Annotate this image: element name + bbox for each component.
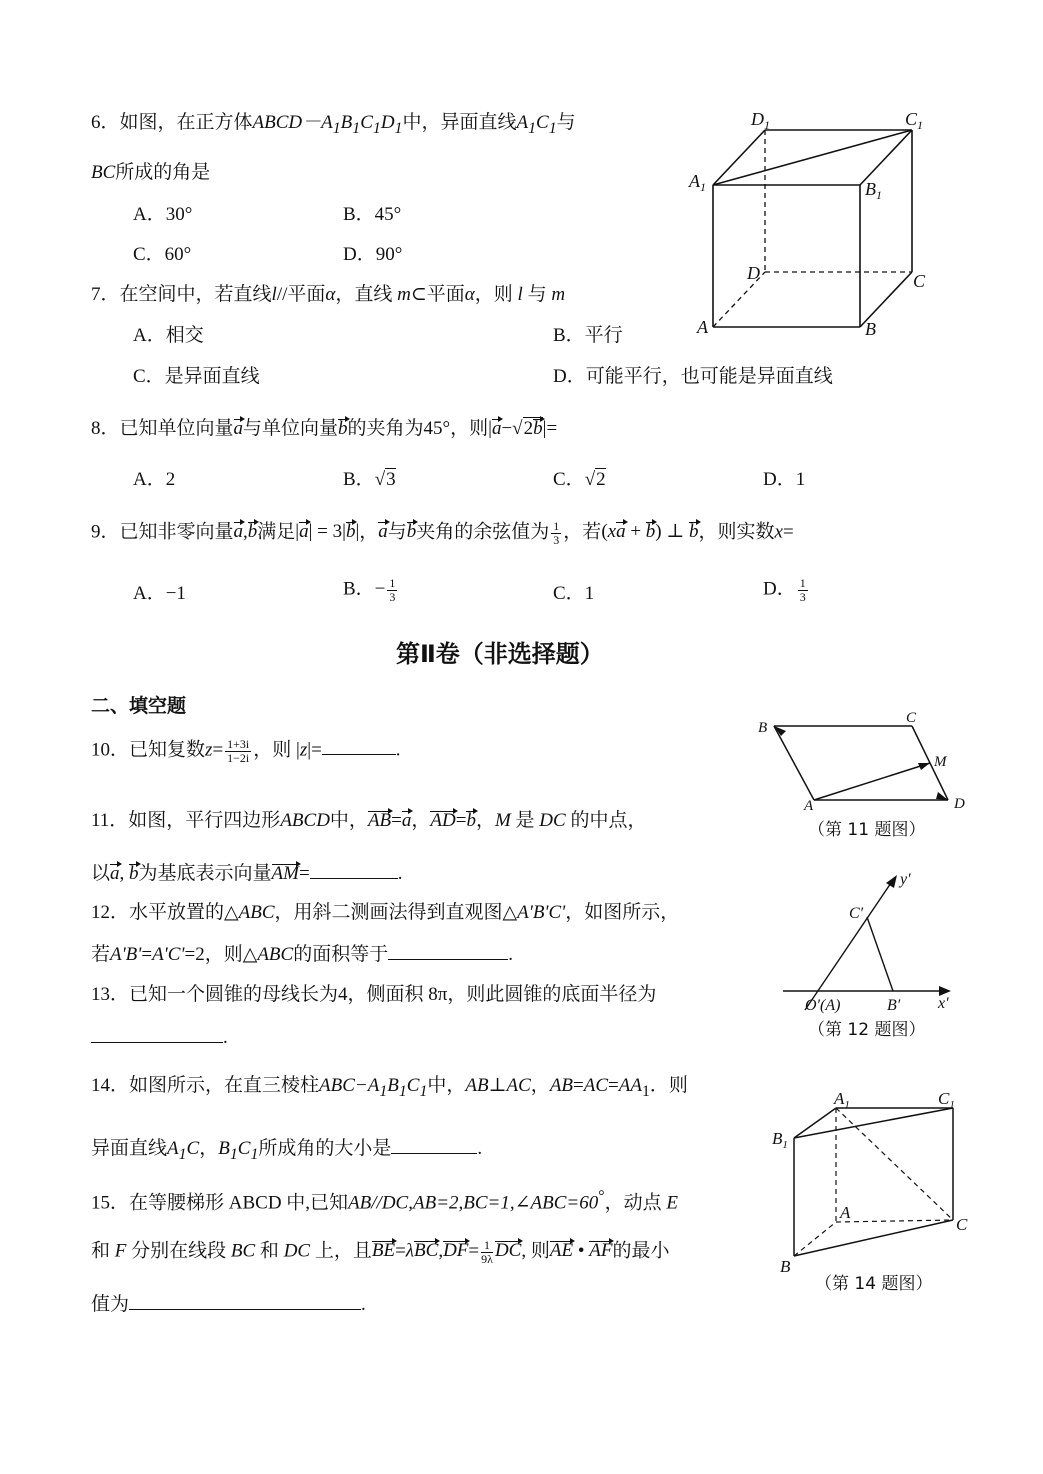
q8-text-d: = — [546, 418, 558, 439]
q11-m: M — [494, 810, 516, 831]
q15-line2-b: 分别在线段 — [131, 1240, 227, 1262]
label-y-axis: y′ — [900, 871, 911, 888]
q7-alpha2: α — [464, 284, 475, 305]
q6-line2 — [91, 162, 210, 185]
vec-b: b — [466, 810, 476, 831]
vec-ab: AB — [367, 810, 392, 831]
q10-numerator: 1+3i — [227, 737, 250, 751]
label-c: C — [913, 271, 926, 291]
q15-dc: DC — [278, 1240, 315, 1262]
q6-option-c[interactable]: C．60° — [133, 244, 192, 265]
label-x-axis: x′ — [938, 995, 949, 1012]
q12-text-b: ，用斜二测画法得到直观图△ — [274, 902, 518, 923]
q15-line2-f: 的最小 — [612, 1240, 670, 1262]
parallelogram-figure — [752, 712, 977, 816]
label-c: C — [956, 1215, 968, 1234]
question-number: 6． — [91, 112, 120, 133]
q7-m2: m — [546, 284, 566, 305]
q6-option-a[interactable]: A．30° — [133, 204, 193, 225]
q8-text-b: 与单位向量 — [243, 418, 339, 439]
label-c1: $C_1$ — [905, 109, 924, 132]
q7-l2: l — [512, 284, 528, 305]
q9-option-d-label: D． — [763, 578, 796, 600]
q12-line2: 若A'B'=A'C'=2，则△ABC的面积等于 . — [91, 944, 513, 965]
q14-caption: （第 14 题图） — [815, 1274, 933, 1294]
q8-text-a: 已知单位向量 — [119, 418, 234, 439]
q9-text-g: ，则实数 — [698, 521, 775, 543]
vec-b: b — [129, 863, 139, 884]
q9-text-f: ，若 — [563, 521, 602, 543]
vec-a: a — [233, 418, 244, 439]
q15-line2-a: 和 — [91, 1240, 111, 1262]
q9-text-c: ， — [359, 521, 379, 543]
q15-text-d: ，动点 — [604, 1192, 662, 1214]
label-d: D — [747, 263, 760, 283]
q11-line1: 11．如图，平行四边形ABCD中，AB=a，AD=b，M 是 DC 的中点， — [91, 810, 647, 831]
q6-option-b[interactable]: B．45° — [343, 204, 402, 225]
q10-text-a: 已知复数 — [129, 739, 206, 761]
vec-ad: AD — [430, 810, 456, 831]
q15-bc: BC — [226, 1240, 260, 1262]
label-c1: $C_1$ — [938, 1089, 955, 1111]
q14-condition: AB — [465, 1075, 489, 1096]
q11-text-b: 中， — [329, 810, 368, 831]
answer-blank[interactable] — [91, 1026, 223, 1043]
question-number: 13． — [91, 984, 130, 1005]
vec-af: AF — [589, 1240, 613, 1262]
q9-perp: (xa + b) ⊥ b — [601, 521, 699, 543]
q9-x: x — [774, 521, 783, 543]
vec-am: AM — [271, 863, 299, 884]
q7-line1 — [91, 284, 565, 307]
label-d: D — [954, 796, 965, 812]
q12-line2-c: 的面积等于 — [293, 944, 389, 965]
q7-option-d[interactable]: D．可能平行，也可能是异面直线 — [553, 366, 833, 387]
label-a1: $A_1$ — [834, 1089, 850, 1111]
label-b: B — [865, 319, 876, 339]
fraction: $\frac{1}{3}$ — [799, 576, 806, 604]
q8-option-a[interactable]: A．2 — [133, 469, 176, 490]
label-c: C — [906, 712, 917, 726]
q15-e: E — [661, 1192, 678, 1214]
q15-line3-text: 值为 — [91, 1294, 130, 1315]
q7-text-d: ⊂平面 — [410, 284, 465, 305]
question-number: 9． — [91, 521, 120, 543]
q11-line2: 以a, b为基底表示向量AM= . — [91, 863, 403, 884]
q14-prism: $ABC-A_1B_1C_1$ — [319, 1075, 428, 1100]
q7-text-c: ，直线 — [335, 284, 393, 305]
q12-abc: ABC — [238, 902, 275, 923]
q8-option-b-radicand: 3 — [386, 469, 396, 490]
label-b1: $B_1$ — [772, 1129, 788, 1151]
vec-df: DF — [443, 1240, 469, 1262]
answer-blank[interactable] — [322, 738, 396, 755]
q9-text-e: 夹角的余弦值为 — [416, 521, 550, 543]
q11-text-d: 的中点， — [570, 810, 647, 831]
q10-fraction — [225, 738, 251, 764]
q14-b1c1: $B_1C_1$ — [218, 1138, 259, 1163]
q6-line-a1c1: $A_1C_1$ — [516, 112, 557, 137]
q10-line: 10．已知复数z= $\frac{1+3i}{1-2i}$ ，则 |z|= . — [91, 737, 401, 765]
q6-bc: BC — [91, 162, 116, 183]
label-a: A — [840, 1203, 851, 1222]
q6-line1 — [91, 112, 576, 139]
q7-text-b: //平面 — [276, 284, 326, 305]
vec-ae: AE — [549, 1240, 574, 1262]
q6-text-c: 与 — [556, 112, 576, 133]
q12-abc2: ABC — [257, 944, 294, 965]
q11-text-a: 如图，平行四边形 — [128, 810, 281, 831]
vec-a: a — [233, 521, 244, 543]
q9-line1: 9．已知非零向量a,b满足|a| = 3|b|，a与b夹角的余弦值为 $\frac{1}{3}$ ，若(xa + b) ⊥ b，则实数x= — [91, 519, 794, 547]
q15-line1 — [91, 1188, 678, 1215]
q8-line1 — [91, 418, 557, 441]
question-number: 11． — [91, 810, 129, 831]
q6-text-a: 如图，在正方体 — [119, 112, 253, 133]
vec-a: a — [378, 521, 388, 543]
fraction: $\frac{1}{3}$ — [389, 576, 396, 604]
q11-caption: （第 11 题图） — [808, 820, 926, 840]
vec-dc: DC — [494, 1240, 522, 1262]
q9-condition: |a| = 3|b| — [295, 521, 360, 543]
q11-abcd: ABCD — [280, 810, 330, 831]
q11-text-c: 是 — [515, 810, 535, 831]
q6-text-b: 中，异面直线 — [402, 112, 517, 133]
oblique-drawing-figure — [775, 870, 960, 1020]
q8-option-d[interactable]: D．1 — [763, 469, 806, 490]
vec-a: a — [110, 863, 120, 884]
q14-text-a: 如图所示，在直三棱柱 — [129, 1075, 320, 1096]
q14-line2-a: 异面直线 — [91, 1138, 168, 1159]
question-number: 14． — [91, 1075, 130, 1096]
vec-be: BE — [371, 1240, 396, 1262]
cube-label: ABCD－A — [252, 112, 333, 133]
q13-line1 — [91, 984, 656, 1007]
q12-condition: A'B' — [110, 944, 142, 965]
q9-text-h: = — [782, 521, 794, 543]
q12-text-a: 水平放置的△ — [129, 902, 239, 923]
q13-text: 已知一个圆锥的母线长为4，侧面积 8π，则此圆锥的底面半径为 — [129, 984, 657, 1005]
vec-b: b — [338, 418, 348, 439]
q9-text-a: 已知非零向量 — [119, 521, 234, 543]
q11-line2-a: 以 — [91, 863, 111, 884]
q8-option-c-radicand: 2 — [596, 469, 606, 490]
answer-blank[interactable] — [388, 943, 508, 960]
q8-option-b[interactable]: B．√3 — [343, 469, 396, 490]
label-c-prime: C′ — [849, 905, 864, 922]
q10-text-b: ，则 — [253, 739, 292, 761]
q15-text-a: 在等腰梯形 ABCD 中,已知 — [129, 1192, 349, 1214]
q15-condition: AB//DC,AB=2,BC=1,∠ABC=60 — [348, 1192, 599, 1214]
q7-option-b[interactable]: B．平行 — [553, 325, 623, 346]
q7-alpha: α — [325, 284, 336, 305]
prism-figure — [770, 1088, 970, 1278]
q14-line1: 14．如图所示，在直三棱柱$ABC-A_1B_1C_1$中，AB⊥AC，$AB=AC=AA_1$．则 — [91, 1075, 688, 1100]
q7-option-a[interactable]: A．相交 — [133, 325, 204, 346]
q12-line1 — [91, 902, 679, 925]
q10-z: z — [205, 739, 213, 761]
q14-line2-c: 所成角的大小是 — [258, 1138, 392, 1159]
q11-line2-b: 为基底表示向量 — [138, 863, 272, 884]
q15-line2-e: 则 — [530, 1240, 550, 1262]
label-a: A — [697, 317, 708, 337]
q7-text-e: ，则 — [474, 284, 513, 305]
q9-option-b[interactable] — [343, 577, 399, 603]
q6-line2-text: 所成的角是 — [115, 162, 211, 183]
q7-m: m — [392, 284, 411, 305]
q7-option-c[interactable]: C．是异面直线 — [133, 366, 260, 387]
answer-blank[interactable] — [391, 1137, 477, 1154]
label-a1: $A_1$ — [689, 171, 706, 194]
q9-option-c[interactable]: C．1 — [553, 583, 595, 604]
q8-expression: |a−√2b| — [488, 418, 547, 439]
fraction-one-over-9lambda: $\frac{1}{9\lambda}$ — [481, 1238, 493, 1266]
q12-ac-prime: A'C' — [152, 944, 185, 965]
q7-text-f: 与 — [527, 284, 547, 305]
q12-text-c: ，如图所示， — [565, 902, 680, 923]
section-title: 第Ⅱ卷（非选择题） — [396, 640, 604, 668]
label-d1: $D_1$ — [751, 109, 770, 132]
label-b1: $B_1$ — [865, 179, 882, 202]
answer-blank[interactable] — [129, 1293, 361, 1310]
question-number: 7． — [91, 284, 120, 305]
q6-option-d[interactable]: D．90° — [343, 244, 403, 265]
q15-line2-d: 上，且 — [314, 1240, 372, 1262]
q14-text-c: ．则 — [649, 1075, 688, 1096]
q14-line2: 异面直线$A_1C$，$B_1C_1$所成角的大小是 . — [91, 1138, 483, 1163]
label-b: B — [758, 720, 768, 736]
q8-option-c[interactable]: C．√2 — [553, 469, 606, 490]
q14-a1c: $A_1C$ — [167, 1138, 200, 1163]
q12-line2-b: =2，则△ — [184, 944, 258, 965]
q9-text-b: 满足 — [257, 521, 296, 543]
q13-line2: . — [91, 1026, 228, 1050]
q11-dc: DC — [534, 810, 571, 831]
label-m: M — [934, 754, 947, 770]
q6-cube-name: $ABCD-A_1B_1C_1D_1$ — [252, 112, 403, 137]
label-b: B — [780, 1257, 791, 1276]
q8-option-b-label: B． — [343, 469, 375, 490]
label-a: A — [804, 798, 814, 814]
q15-line2: 和 F 分别在线段 BC 和 DC 上，且BE=λBC,DF= $\frac{1}{9\lambda}$ DC, 则AE • AF的最小 — [91, 1238, 670, 1266]
q12-line2-a: 若 — [91, 944, 111, 965]
label-b-prime: B′ — [887, 997, 901, 1014]
q15-f: F — [110, 1240, 132, 1262]
question-number: 15． — [91, 1192, 130, 1214]
part-heading: 二、填空题 — [91, 695, 187, 717]
fraction-one-third: $\frac{1}{3}$ — [553, 519, 560, 547]
q14-line2-b: ， — [199, 1138, 219, 1159]
q10-text-c: = — [311, 739, 322, 761]
q8-text-c: 的夹角为45°，则 — [347, 418, 489, 439]
q8-option-c-label: C． — [553, 469, 585, 490]
q15-line3: 值为 . — [91, 1294, 366, 1315]
answer-blank[interactable] — [310, 862, 398, 879]
question-number: 8． — [91, 418, 120, 439]
q10-denominator: 1−2i — [227, 750, 250, 765]
q9-option-a[interactable]: A．−1 — [133, 583, 186, 604]
q15-degree: ° — [598, 1188, 605, 1205]
q12-abc-prime: A'B'C' — [517, 902, 566, 923]
q14-text-b: 中， — [427, 1075, 466, 1096]
vec-bc: BC — [414, 1240, 439, 1262]
vec-b: b — [406, 521, 417, 543]
vec-a: a — [401, 810, 412, 831]
vec-b: b — [247, 521, 258, 543]
label-origin: O′(A) — [805, 997, 841, 1014]
cube-figure — [685, 105, 935, 345]
q12-caption: （第 12 题图） — [808, 1020, 926, 1040]
q7-text-a: 在空间中，若直线 — [119, 284, 272, 305]
q9-option-b-label: B．− — [343, 578, 386, 600]
q9-text-d: 与 — [387, 521, 407, 543]
question-number: 12． — [91, 902, 130, 923]
q7-l: l — [271, 284, 277, 305]
q9-option-d[interactable] — [763, 577, 810, 603]
question-number: 10． — [91, 739, 130, 761]
q15-line2-c: 和 — [259, 1240, 279, 1262]
